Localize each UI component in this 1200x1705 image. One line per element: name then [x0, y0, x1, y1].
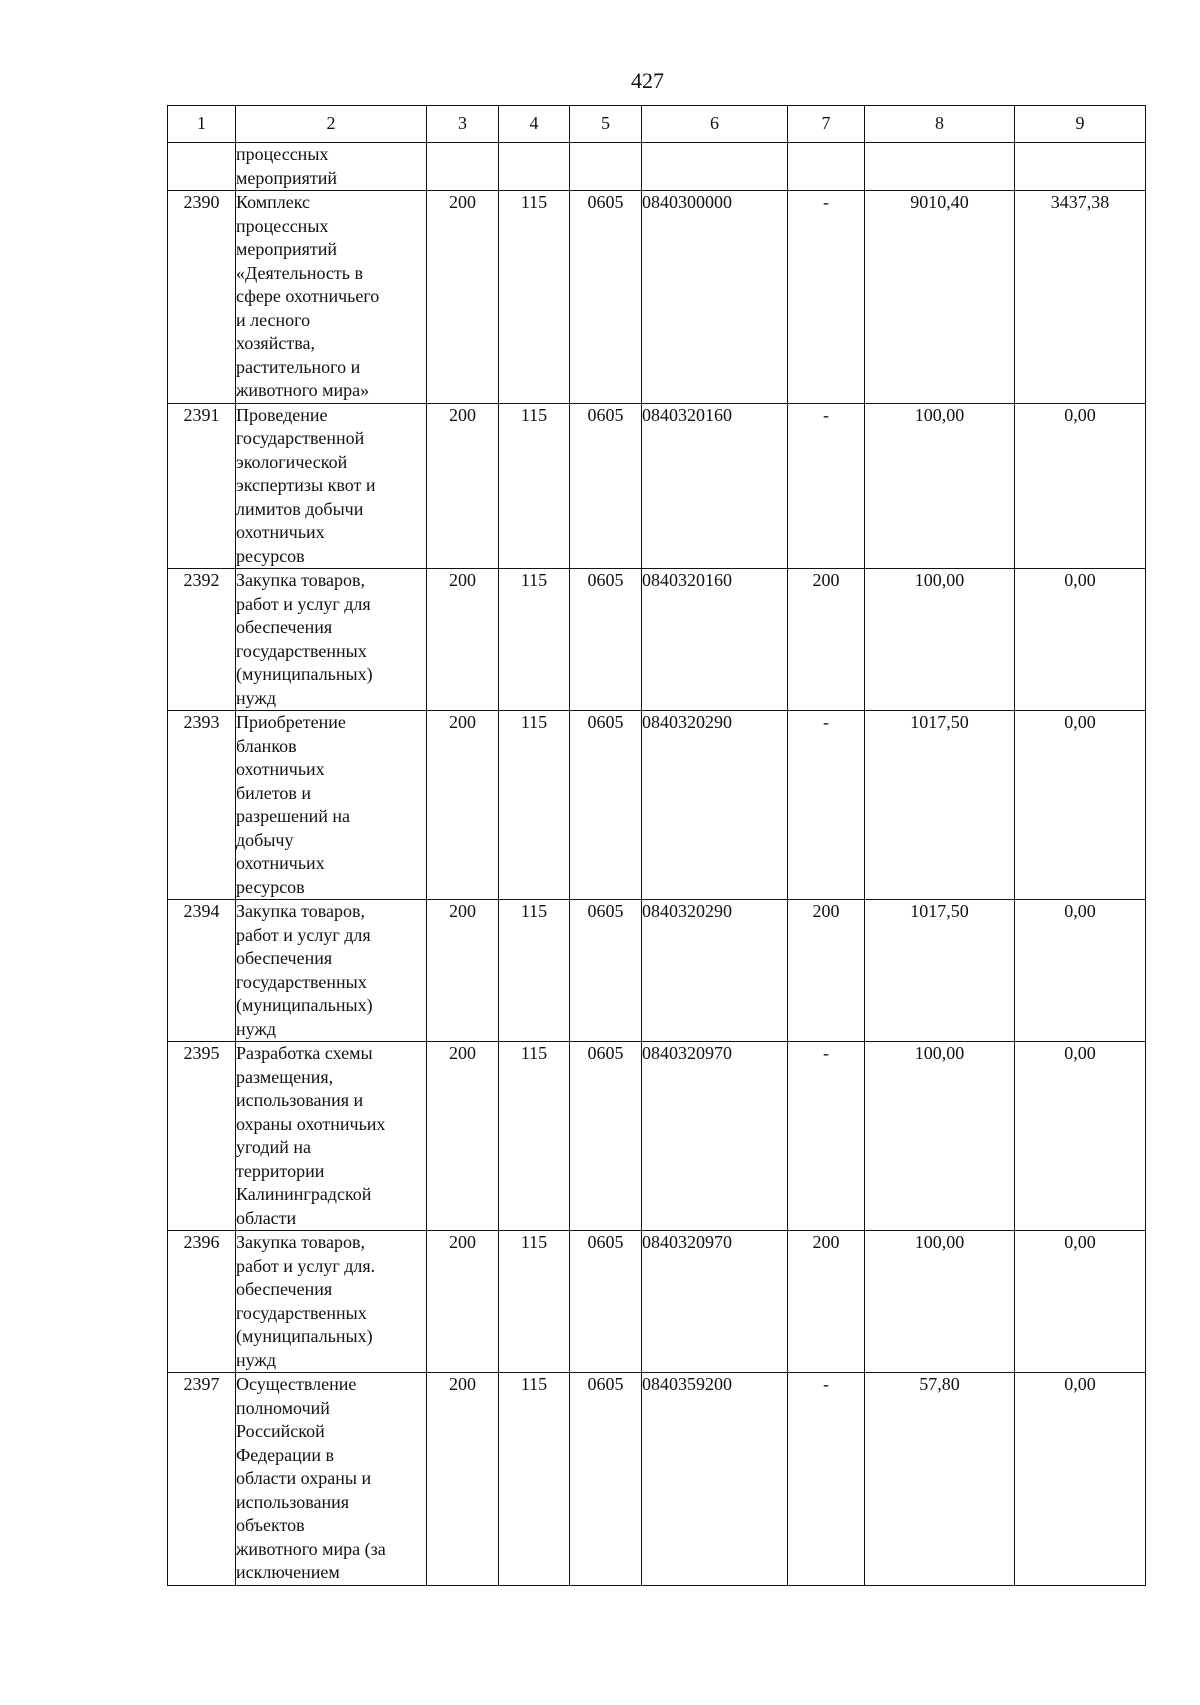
col3-cell: 200	[427, 1042, 499, 1231]
item-name-line: Осуществление	[236, 1374, 357, 1394]
col7-cell: -	[788, 403, 865, 569]
col7-cell: 200	[788, 569, 865, 711]
item-name-line: лимитов добычи	[236, 498, 364, 519]
item-name-line: Закупка товаров,	[236, 1232, 365, 1252]
col5-cell: 0605	[570, 711, 642, 900]
table-row	[168, 1042, 1146, 1231]
item-name-line: охотничьих	[236, 522, 325, 542]
row-number-cell: 2395	[168, 1042, 236, 1231]
item-name-line: экспертизы квот и	[236, 475, 376, 495]
column-header: 3	[427, 106, 499, 143]
col8-amount-cell	[865, 143, 1015, 191]
col3-cell: 200	[427, 711, 499, 900]
item-name-line: Комплекс	[236, 192, 311, 212]
item-name-line: сфере охотничьего	[236, 286, 380, 306]
row-number-cell: 2394	[168, 900, 236, 1042]
item-name-cell	[236, 711, 427, 900]
item-name-line: работ и услуг для	[236, 924, 371, 945]
col4-cell: 115	[499, 403, 570, 569]
col4-cell: 115	[499, 1231, 570, 1373]
row-number-cell	[168, 143, 236, 191]
row-number-cell: 2396	[168, 1231, 236, 1373]
column-header: 7	[788, 106, 865, 143]
item-name-line: животного мира (за	[236, 1538, 386, 1559]
item-name-line: территории	[236, 1160, 325, 1181]
item-name-line: нужд	[236, 1018, 276, 1039]
col5-cell: 0605	[570, 1042, 642, 1231]
col7-cell: -	[788, 711, 865, 900]
col4-cell: 115	[499, 569, 570, 711]
col3-cell: 200	[427, 1373, 499, 1586]
item-name-line: охраны охотничьих	[236, 1113, 386, 1134]
item-name-line: бланков	[236, 735, 297, 756]
col6-cell: 0840320290	[642, 711, 788, 900]
item-name-line: обеспечения	[236, 948, 333, 968]
col6-cell: 0840320970	[642, 1231, 788, 1373]
row-number-cell: 2392	[168, 569, 236, 711]
item-name-line: мероприятий	[236, 239, 338, 259]
item-name-cell	[236, 1231, 427, 1373]
col3-cell: 200	[427, 191, 499, 404]
item-name-line: полномочий	[236, 1397, 330, 1418]
row-number-cell: 2397	[168, 1373, 236, 1586]
item-name-line: использования	[236, 1491, 350, 1512]
item-name-cell	[236, 403, 427, 569]
table-body	[168, 143, 1146, 1586]
item-name-line: (муниципальных)	[236, 664, 373, 684]
col9-amount-cell: 0,00	[1015, 711, 1146, 900]
table-row	[168, 900, 1146, 1042]
col7-cell: -	[788, 1042, 865, 1231]
item-name-line: государственной	[236, 428, 365, 448]
col7-cell	[788, 143, 865, 191]
col8-amount-cell: 100,00	[865, 403, 1015, 569]
col8-amount-cell: 1017,50	[865, 900, 1015, 1042]
item-name-line: добычу	[236, 829, 294, 850]
item-name-line: разрешений на	[236, 806, 350, 826]
item-name-line: нужд	[236, 687, 276, 708]
item-name-line: работ и услуг для	[236, 593, 371, 614]
item-name-line: процессных	[236, 215, 329, 236]
col8-amount-cell: 57,80	[865, 1373, 1015, 1586]
col9-amount-cell: 0,00	[1015, 1042, 1146, 1231]
col9-amount-cell: 0,00	[1015, 1231, 1146, 1373]
item-name-line: мероприятий	[236, 167, 338, 188]
item-name-line: Закупка товаров,	[236, 570, 365, 590]
col9-amount-cell: 0,00	[1015, 900, 1146, 1042]
item-name-line: обеспечения	[236, 1279, 333, 1299]
item-name-line: «Деятельность в	[236, 262, 363, 283]
item-name-line: Разработка схемы	[236, 1043, 373, 1063]
header-row	[168, 106, 1146, 143]
col5-cell	[570, 143, 642, 191]
item-name-line: экологической	[236, 451, 348, 472]
row-number-cell: 2393	[168, 711, 236, 900]
item-name-line: процессных	[236, 144, 329, 164]
column-header: 5	[570, 106, 642, 143]
table-row	[168, 711, 1146, 900]
row-number-cell: 2391	[168, 403, 236, 569]
col6-cell: 0840320160	[642, 403, 788, 569]
col9-amount-cell: 0,00	[1015, 1373, 1146, 1586]
row-number-cell: 2390	[168, 191, 236, 404]
column-header: 9	[1015, 106, 1146, 143]
item-name-line: Приобретение	[236, 712, 346, 732]
table-row	[168, 143, 1146, 191]
table-row	[168, 569, 1146, 711]
item-name-line: Калининградской	[236, 1184, 372, 1204]
col5-cell: 0605	[570, 403, 642, 569]
col6-cell: 0840320290	[642, 900, 788, 1042]
item-name-line: животного мира»	[236, 380, 370, 400]
table-row	[168, 1373, 1146, 1586]
col6-cell: 0840300000	[642, 191, 788, 404]
col5-cell: 0605	[570, 1231, 642, 1373]
col8-amount-cell: 100,00	[865, 1042, 1015, 1231]
item-name-cell	[236, 1042, 427, 1231]
item-name-line: охотничьих	[236, 853, 325, 873]
col3-cell	[427, 143, 499, 191]
col8-amount-cell: 100,00	[865, 569, 1015, 711]
col7-cell: 200	[788, 1231, 865, 1373]
item-name-line: Российской	[236, 1421, 325, 1441]
item-name-line: государственных	[236, 1302, 367, 1323]
item-name-line: (муниципальных)	[236, 1326, 373, 1346]
item-name-line: обеспечения	[236, 617, 333, 637]
column-header: 8	[865, 106, 1015, 143]
item-name-line: области	[236, 1207, 297, 1228]
item-name-line: ресурсов	[236, 545, 305, 566]
item-name-line: угодий на	[236, 1137, 311, 1157]
col5-cell: 0605	[570, 1373, 642, 1586]
col8-amount-cell: 1017,50	[865, 711, 1015, 900]
item-name-cell	[236, 900, 427, 1042]
item-name-line: (муниципальных)	[236, 995, 373, 1015]
budget-table	[167, 105, 1146, 1586]
col3-cell: 200	[427, 403, 499, 569]
column-header: 4	[499, 106, 570, 143]
item-name-line: хозяйства,	[236, 333, 315, 353]
col3-cell: 200	[427, 569, 499, 711]
col4-cell: 115	[499, 711, 570, 900]
table-row	[168, 191, 1146, 404]
item-name-cell	[236, 191, 427, 404]
col4-cell: 115	[499, 191, 570, 404]
col9-amount-cell	[1015, 143, 1146, 191]
col4-cell: 115	[499, 1373, 570, 1586]
item-name-line: охотничьих	[236, 759, 325, 779]
item-name-line: растительного и	[236, 356, 361, 377]
column-header: 1	[168, 106, 236, 143]
item-name-line: и лесного	[236, 309, 311, 330]
item-name-line: исключением	[236, 1562, 340, 1582]
item-name-line: нужд	[236, 1349, 276, 1370]
item-name-line: билетов и	[236, 782, 312, 803]
item-name-cell	[236, 1373, 427, 1586]
col5-cell: 0605	[570, 900, 642, 1042]
col9-amount-cell: 0,00	[1015, 569, 1146, 711]
item-name-line: Проведение	[236, 404, 328, 425]
col9-amount-cell: 0,00	[1015, 403, 1146, 569]
page-number: 427	[631, 68, 664, 93]
item-name-line: размещения,	[236, 1066, 334, 1087]
col3-cell: 200	[427, 1231, 499, 1373]
item-name-line: государственных	[236, 640, 367, 661]
col8-amount-cell: 9010,40	[865, 191, 1015, 404]
col3-cell: 200	[427, 900, 499, 1042]
item-name-line: области охраны и	[236, 1468, 372, 1488]
item-name-line: государственных	[236, 971, 367, 992]
col4-cell	[499, 143, 570, 191]
col6-cell	[642, 143, 788, 191]
col7-cell: -	[788, 1373, 865, 1586]
column-header: 6	[642, 106, 788, 143]
col7-cell: 200	[788, 900, 865, 1042]
item-name-line: объектов	[236, 1515, 305, 1535]
item-name-cell	[236, 143, 427, 191]
col8-amount-cell: 100,00	[865, 1231, 1015, 1373]
col4-cell: 115	[499, 900, 570, 1042]
item-name-line: Закупка товаров,	[236, 901, 365, 921]
col6-cell: 0840359200	[642, 1373, 788, 1586]
col6-cell: 0840320160	[642, 569, 788, 711]
item-name-line: ресурсов	[236, 876, 305, 897]
col7-cell: -	[788, 191, 865, 404]
item-name-line: Федерации в	[236, 1444, 335, 1465]
item-name-line: работ и услуг для.	[236, 1255, 376, 1276]
item-name-line: использования и	[236, 1090, 364, 1110]
table-row	[168, 403, 1146, 569]
col4-cell: 115	[499, 1042, 570, 1231]
col6-cell: 0840320970	[642, 1042, 788, 1231]
column-header: 2	[236, 106, 427, 143]
table-row	[168, 1231, 1146, 1373]
col9-amount-cell: 3437,38	[1015, 191, 1146, 404]
col5-cell: 0605	[570, 191, 642, 404]
col5-cell: 0605	[570, 569, 642, 711]
item-name-cell	[236, 569, 427, 711]
